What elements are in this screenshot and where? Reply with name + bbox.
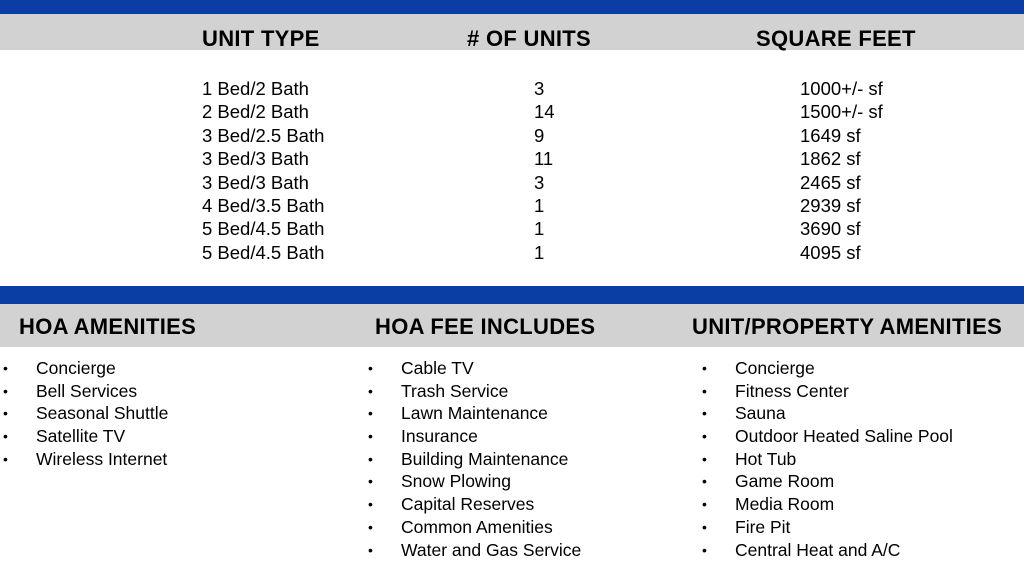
list-item [3,357,343,380]
list-item [702,448,1024,471]
list-item [702,425,1024,448]
list-item [3,448,343,471]
fee-item-label: Cable TV [401,358,474,378]
unit-count-cell: 3 [534,78,545,99]
unit-sqft-cell: 1500+/- sf [800,101,883,123]
header-unit-property-amenities: UNIT/PROPERTY AMENITIES [692,314,1003,339]
unit-type-cell: 3 Bed/3 Bath [202,148,309,170]
list-item [3,380,343,403]
fee-item-label: Lawn Maintenance [401,403,548,424]
list-item [702,357,1024,380]
table-row [0,77,1024,100]
table-row [0,100,1024,123]
amenity-label: Concierge [36,358,116,378]
bullet-icon: • [3,382,8,399]
amenity-label: Sauna [735,403,786,424]
bullet-icon: • [368,405,373,422]
table-row [0,124,1024,147]
amenity-label: Hot Tub [735,448,797,469]
bullet-icon: • [702,360,707,376]
amenity-label: Media Room [735,494,835,515]
unit-count-cell: 1 [534,241,545,263]
unit-count-cell: 1 [534,218,545,240]
unit-property-amenities-list [702,357,1024,561]
unit-type-cell: 5 Bed/4.5 Bath [202,218,325,240]
fee-item-label: Building Maintenance [401,448,569,469]
unit-sqft-cell: 2939 sf [800,194,861,216]
unit-sqft-cell: 1862 sf [800,148,861,170]
bullet-icon: • [368,518,373,535]
bullet-icon: • [3,405,8,422]
list-item [368,493,688,516]
header-hoa-fee-includes: HOA FEE INCLUDES [375,314,596,339]
unit-count-cell: 3 [534,171,545,193]
amenity-label: Wireless Internet [36,448,168,469]
table-row [0,171,1024,194]
fee-item-label: Common Amenities [401,516,553,537]
list-item [702,470,1024,493]
table-row [0,241,1024,264]
bullet-icon: • [368,382,373,399]
amenity-label: Bell Services [36,380,138,401]
list-item [702,402,1024,425]
list-item [368,357,688,380]
unit-count-cell: 1 [534,194,545,216]
list-item [368,425,688,448]
bullet-icon: • [702,541,707,558]
fee-item-label: Trash Service [401,380,509,401]
list-item [368,448,688,471]
list-item [702,493,1024,516]
amenity-label: Outdoor Heated Saline Pool [735,426,953,447]
list-item [3,402,343,425]
header-num-units: # OF UNITS [467,26,592,51]
list-item [3,425,343,448]
unit-type-cell: 5 Bed/4.5 Bath [202,241,325,263]
bullet-icon: • [3,428,8,445]
unit-type-cell: 4 Bed/3.5 Bath [202,194,325,216]
bullet-icon: • [702,473,707,490]
bullet-icon: • [368,360,373,376]
bullet-icon: • [702,496,707,513]
table-row [0,194,1024,217]
amenity-label: Satellite TV [36,426,126,447]
unit-type-cell: 1 Bed/2 Bath [202,78,309,99]
amenity-label: Fire Pit [735,516,791,537]
list-item [368,516,688,539]
unit-sqft-cell: 1000+/- sf [800,78,883,99]
header-hoa-amenities: HOA AMENITIES [19,314,197,339]
amenity-label: Fitness Center [735,380,849,401]
bullet-icon: • [368,428,373,445]
hoa-amenities-list [3,357,343,470]
unit-type-cell: 2 Bed/2 Bath [202,101,309,123]
unit-count-cell: 11 [534,148,554,170]
unit-count-cell: 14 [534,101,555,123]
header-square-feet: SQUARE FEET [756,26,916,51]
amenity-label: Game Room [735,471,835,492]
fee-item-label: Capital Reserves [401,494,535,515]
middle-accent-bar [0,286,1024,304]
units-table [0,77,1024,264]
amenity-label: Concierge [735,358,815,378]
list-item [368,380,688,403]
bullet-icon: • [368,473,373,490]
unit-sqft-cell: 4095 sf [800,241,861,263]
unit-type-cell: 3 Bed/2.5 Bath [202,124,325,146]
unit-sqft-cell: 2465 sf [800,171,861,193]
table-row [0,217,1024,240]
bullet-icon: • [702,382,707,399]
list-item [702,380,1024,403]
top-accent-bar [0,0,1024,14]
bullet-icon: • [3,360,8,376]
hoa-fee-includes-list [368,357,688,561]
bullet-icon: • [368,450,373,467]
bullet-icon: • [3,450,8,467]
unit-count-cell: 9 [534,124,545,146]
table-row [0,147,1024,170]
bullet-icon: • [368,496,373,513]
unit-type-cell: 3 Bed/3 Bath [202,171,309,193]
unit-sqft-cell: 1649 sf [800,124,861,146]
fee-item-label: Insurance [401,426,478,447]
bullet-icon: • [702,518,707,535]
list-item [702,539,1024,561]
fee-item-label: Water and Gas Service [401,539,582,560]
bullet-icon: • [702,450,707,467]
list-item [368,539,688,561]
list-item [368,470,688,493]
header-unit-type: UNIT TYPE [202,26,320,51]
bullet-icon: • [702,405,707,422]
fee-item-label: Snow Plowing [401,471,511,492]
amenity-label: Central Heat and A/C [735,539,901,560]
list-item [368,402,688,425]
list-item [702,516,1024,539]
bullet-icon: • [702,428,707,445]
amenity-label: Seasonal Shuttle [36,403,169,424]
unit-sqft-cell: 3690 sf [800,218,861,240]
bullet-icon: • [368,541,373,558]
